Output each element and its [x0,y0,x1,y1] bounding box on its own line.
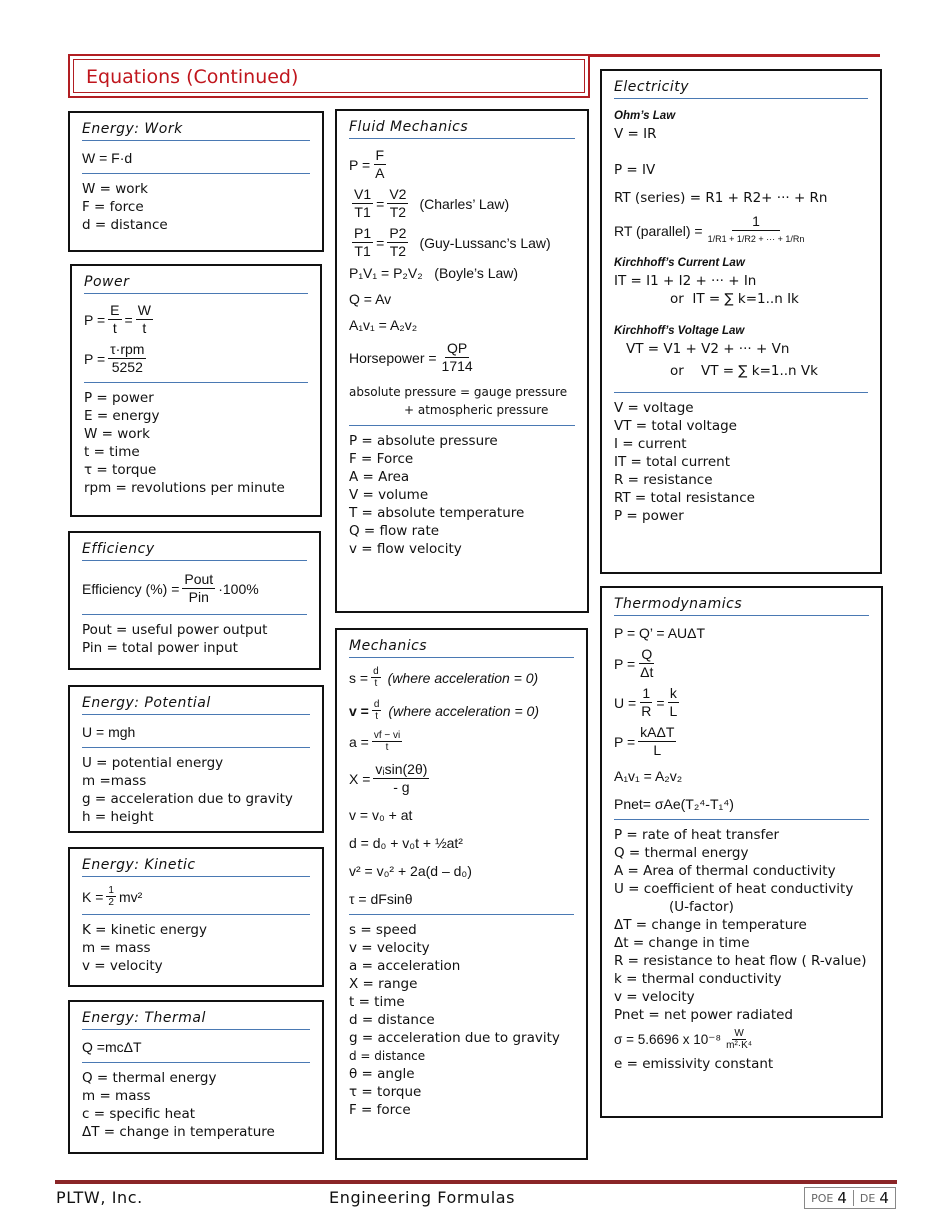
kvl-heading: Kirchhoff’s Voltage Law [614,325,745,337]
thermo-eq2: P = $\frac{Q}{\Delta t}$ [614,646,654,680]
electricity-def: VT = total voltage [614,418,737,434]
thermo-emissivity: e = emissivity constant [614,1056,774,1072]
power-def: t = time [84,444,140,460]
velocity-eq: v = $\frac{d}{t}$ (where acceleration = 0) [349,699,539,722]
thermal-def: c = specific heat [82,1106,196,1122]
thermal-def: m = mass [82,1088,151,1104]
efficiency-def: Pin = total power input [82,640,238,656]
mechanics-def: d = distance [349,1049,426,1063]
efficiency-def: Pout = useful power output [82,622,268,638]
kcl-heading: Kirchhoff’s Current Law [614,257,745,269]
thermo-def: v = velocity [614,989,695,1005]
thermo-def: k = thermal conductivity [614,971,782,987]
potential-box [68,685,324,833]
mechanics-def: X = range [349,976,418,992]
kinetic-def: K = kinetic energy [82,922,207,938]
potential-def: U = potential energy [82,755,224,771]
mechanics-def: d = distance [349,1012,435,1028]
thermal-def: Q = thermal energy [82,1070,217,1086]
thermo-def: Δt = change in time [614,935,750,951]
mechanics-def: τ = torque [349,1084,422,1100]
mechanics-def: a = acceleration [349,958,461,974]
thermo-eq4: P = $\frac{\text{kAΔT}}{L}$ [614,724,675,758]
power-eq2: P = $\frac{\text{τ·rpm}}{5252}$ [84,341,145,375]
ohm-eq1: V = IR [614,126,657,142]
power-box [70,264,322,517]
electricity-box [600,69,882,574]
mechanics-heading: Mechanics [349,637,574,658]
power-def: P = power [84,390,154,406]
kinetic-def: v = velocity [82,958,163,974]
horsepower-eq: Horsepower = $\frac{QP}{1714}$ [349,340,473,374]
electricity-def: IT = total current [614,454,730,470]
footer-rule [55,1180,897,1184]
thermo-def: ΔT = change in temperature [614,917,807,933]
mechanics-def: v = velocity [349,940,430,956]
power-def: rpm = revolutions per minute [84,480,285,496]
of-label: DE [859,1191,876,1205]
thermodynamics-heading: Thermodynamics [614,595,869,616]
thermodynamics-box [600,586,883,1118]
fluid-def: Q = flow rate [349,523,440,539]
electricity-def: I = current [614,436,687,452]
fluid-box [335,109,589,613]
ohms-law-heading: Ohm’s Law [614,110,676,122]
work-def: W = work [82,181,148,197]
fluid-def: v = flow velocity [349,541,462,557]
title-box [68,54,590,98]
acceleration-eq: a = $\frac{vf - vi}{t}$ [349,730,401,753]
potential-def: g = acceleration due to gravity [82,791,293,807]
continuity-eq: A₁v₁ = A₂v₂ [349,317,418,333]
absolute-pressure-line2: + atmospheric pressure [404,403,549,417]
work-heading: Energy: Work [82,120,310,141]
thermo-eq3: U = $\frac{1}{R}$ = $\frac{k}{L}$ [614,685,678,719]
thermo-eq5: A₁v₁ = A₂v₂ [614,768,683,784]
page-label: POE [811,1191,834,1205]
thermo-eq1: P = Q’ = AUΔT [614,625,706,641]
mechanics-def: g = acceleration due to gravity [349,1030,560,1046]
range-eq: X = $\frac{\text{vᵢsin(2θ)}}{- g}$ [349,761,428,795]
potential-heading: Energy: Potential [82,694,310,715]
page-number: 4 [837,1189,847,1207]
thermo-def: A = Area of thermal conductivity [614,863,836,879]
page-indicator [804,1187,896,1209]
thermal-def: ΔT = change in temperature [82,1124,275,1140]
parallel-resistance-eq: RT (parallel) = $\frac{1}{1/R1 + 1/R2 + \cdot\cdot\cdot + 1/Rn}$ [614,213,805,244]
work-box [68,111,324,252]
power-def: τ = torque [84,462,157,478]
footer-title: Engineering Formulas [329,1188,516,1207]
charles-law-eq: $\frac{V1}{T1}$ = $\frac{V2}{T2}$ (Charles’ Law) [354,186,510,220]
footer-org: PLTW, Inc. [56,1188,143,1207]
velocity-squared-eq: v² = v₀² + 2a(d – d₀) [349,863,472,879]
electricity-def: RT = total resistance [614,490,755,506]
torque-eq: τ = dFsinθ [349,891,413,907]
thermo-def: Q = thermal energy [614,845,749,861]
kinetic-box [68,847,324,987]
absolute-pressure-line1: absolute pressure = gauge pressure [349,385,568,399]
efficiency-box [68,531,321,670]
thermo-def: U = coefficient of heat conductivity [614,881,854,897]
kvl-eq1: VT = V1 + V2 + ··· + Vn [626,341,790,357]
thermo-def: P = rate of heat transfer [614,827,780,843]
power-heading: Power [84,273,308,294]
electricity-def: P = power [614,508,684,524]
potential-equation: U = mgh [82,724,136,740]
electricity-def: R = resistance [614,472,713,488]
mechanics-def: s = speed [349,922,417,938]
efficiency-eq: Efficiency (%) = $\frac{\text{Pout}}{\text{Pin}}$ ·100% [82,571,259,605]
series-resistance-eq: RT (series) = R1 + R2+ ··· + Rn [614,190,828,206]
fluid-def: V = volume [349,487,429,503]
ohm-eq2: P = IV [614,162,656,178]
guy-lussac-law-eq: $\frac{P1}{T1}$ = $\frac{P2}{T2}$ (Guy-Lussanc’s Law) [354,225,551,259]
thermo-def: (U-factor) [669,899,734,915]
fluid-def: A = Area [349,469,410,485]
kcl-eq1: IT = I1 + I2 + ··· + In [614,273,757,289]
fluid-heading: Fluid Mechanics [349,118,575,139]
thermal-heading: Energy: Thermal [82,1009,310,1030]
fluid-def: P = absolute pressure [349,433,498,449]
fluid-def: F = Force [349,451,414,467]
power-eq1: P = $\frac{E}{t}$ = $\frac{W}{t}$ [84,302,151,336]
mechanics-def: t = time [349,994,405,1010]
potential-def: m =mass [82,773,147,789]
mechanics-def: F = force [349,1102,411,1118]
flow-rate-eq: Q = Av [349,291,392,307]
work-equation: W = F·d [82,150,133,166]
thermo-def: R = resistance to heat flow ( R-value) [614,953,867,969]
velocity-time-eq: v = v₀ + at [349,807,413,823]
page-total: 4 [879,1189,889,1207]
kinetic-eq: K = $\frac{1}{2}$ mv² [82,885,143,908]
fluid-def: T = absolute temperature [349,505,525,521]
kinetic-heading: Energy: Kinetic [82,856,310,877]
kinetic-def: m = mass [82,940,151,956]
distance-eq: d = d₀ + v₀t + ½at² [349,835,463,851]
thermo-def: Pnet = net power radiated [614,1007,794,1023]
kvl-eq2: or VT = ∑ k=1..n Vk [670,363,818,379]
thermo-eq6: Pnet= σAe(T₂⁴-T₁⁴) [614,796,734,812]
mechanics-box [335,628,588,1160]
speed-eq: s = $\frac{d}{t}$ (where acceleration = 0) [349,666,539,689]
power-def: E = energy [84,408,160,424]
electricity-heading: Electricity [614,78,868,99]
thermal-box [68,1000,324,1154]
efficiency-heading: Efficiency [82,540,307,561]
fluid-pressure-eq: P = $\frac{F}{A}$ [349,147,385,181]
mechanics-def: θ = angle [349,1066,415,1082]
potential-def: h = height [82,809,154,825]
work-def: F = force [82,199,144,215]
work-def: d = distance [82,217,168,233]
thermal-equation: Q =mcΔT [82,1039,142,1055]
electricity-def: V = voltage [614,400,694,416]
stefan-boltzmann-constant: σ = 5.6696 x 10⁻⁸ $\frac{W}{\text{m²·K⁴}}$ [614,1028,753,1051]
page-title: Equations (Continued) [73,59,585,93]
kcl-eq2: or IT = ∑ k=1..n Ik [670,291,799,307]
power-def: W = work [84,426,150,442]
boyle-law-eq: P₁V₁ = P₂V₂ (Boyle’s Law) [349,265,519,281]
